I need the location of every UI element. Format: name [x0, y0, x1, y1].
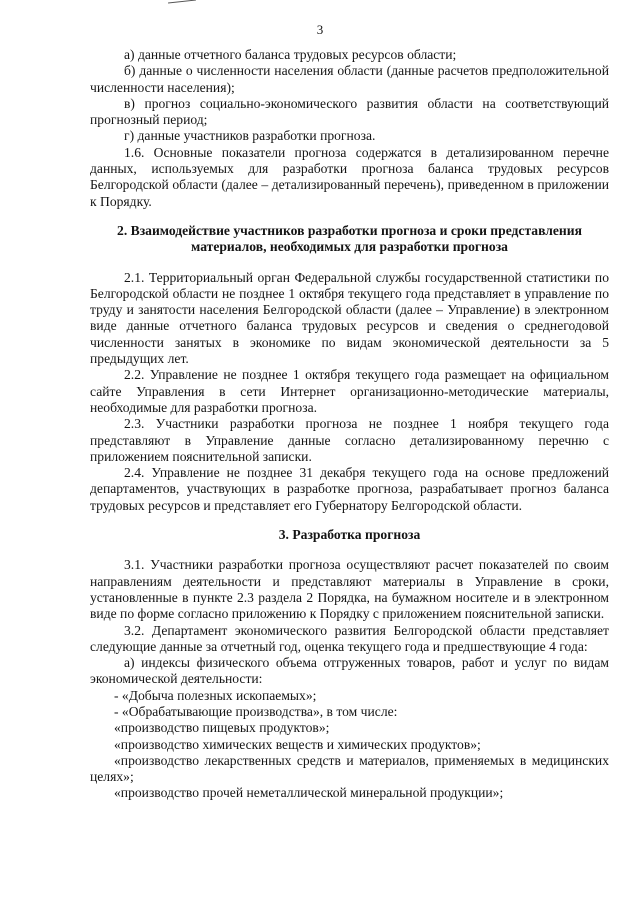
- list-item-pharma: «производство лекарственных средств и материалов, применяемых в медицинских целях»;: [90, 752, 609, 785]
- paragraph-2-3: 2.3. Участники разработки прогноза не позднее 1 ноября текущего года представляют в Управление данные согласно детализированному перечню с приложением пояснительной записки.: [90, 416, 609, 464]
- paragraph-2-1: 2.1. Территориальный орган Федеральной службы государственной статистики по Белгородской области не позднее 1 октября текущего года представляет в управление по труду и занятости населения Белгородской области (далее – Управление) в электронном виде данные отчетного баланса трудовых ресурсов и сведения о среднегодовой численности занятых в экономике по видам экономической деятельности за 5 предыдущих лет.: [90, 269, 609, 367]
- document-body: [90, 47, 609, 802]
- scan-artifact-mark: [168, 0, 196, 3]
- section-heading-3: 3. Разработка прогноза: [278, 527, 421, 543]
- paragraph-3-2-a: а) индексы физического объема отгруженных товаров, работ и услуг по видам экономической деятельности:: [90, 655, 609, 687]
- paragraph-3-1: 3.1. Участники разработки прогноза осуществляют расчет показателей по своим направлениям деятельности и представляют материалы в Управление в сроки, установленные в пункте 2.3 раздела 2 Порядка, на бумажном носителе и в электронном виде по форме согласно приложению к Порядку с приложением пояснительной записки.: [90, 557, 609, 622]
- page-number: 3: [316, 22, 324, 37]
- paragraph-2-2: 2.2. Управление не позднее 1 октября текущего года размещает на официальном сайте Управления в сети Интернет организационно-методические материалы, необходимые для разработки прогноза.: [90, 367, 609, 415]
- list-item-nonmetallic: «производство прочей неметаллической минеральной продукции»;: [114, 785, 504, 801]
- item-1-5-d: г) данные участников разработки прогноза.: [124, 128, 376, 144]
- item-1-5-a: а) данные отчетного баланса трудовых ресурсов области;: [124, 47, 457, 62]
- list-item-manufacturing: - «Обрабатывающие производства», в том числе:: [114, 703, 398, 719]
- list-item-chemicals: «производство химических веществ и химических продуктов»;: [114, 736, 481, 752]
- paragraph-2-4: 2.4. Управление не позднее 31 декабря текущего года на основе предложений департаментов, участвующих в разработке прогноза, разрабатывает прогноз баланса трудовых ресурсов и представляет его Губернатору Белгородской области.: [90, 465, 609, 513]
- paragraph-3-2: 3.2. Департамент экономического развития Белгородской области представляет следующие данные за отчетный год, оценка текущего года и предшествующие 4 года:: [90, 622, 609, 654]
- list-item-food: «производство пищевых продуктов»;: [114, 720, 330, 736]
- paragraph-1-6: 1.6. Основные показатели прогноза содержатся в детализированном перечне данных, используемых для разработки прогноза баланса трудовых ресурсов Белгородской области (далее – детализированный перечень), приведенном в приложении к Порядку.: [90, 144, 609, 209]
- item-1-5-b: б) данные о численности населения области (данные расчетов предположительной численности населения);: [90, 63, 609, 95]
- section-heading-2: 2. Взаимодействие участников разработки прогноза и сроки представления материалов, необходимых для разработки прогноза: [117, 222, 582, 255]
- item-1-5-c: в) прогноз социально-экономического развития области на соответствующий прогнозный период;: [90, 95, 609, 128]
- list-item-mining: - «Добыча полезных ископаемых»;: [114, 687, 317, 703]
